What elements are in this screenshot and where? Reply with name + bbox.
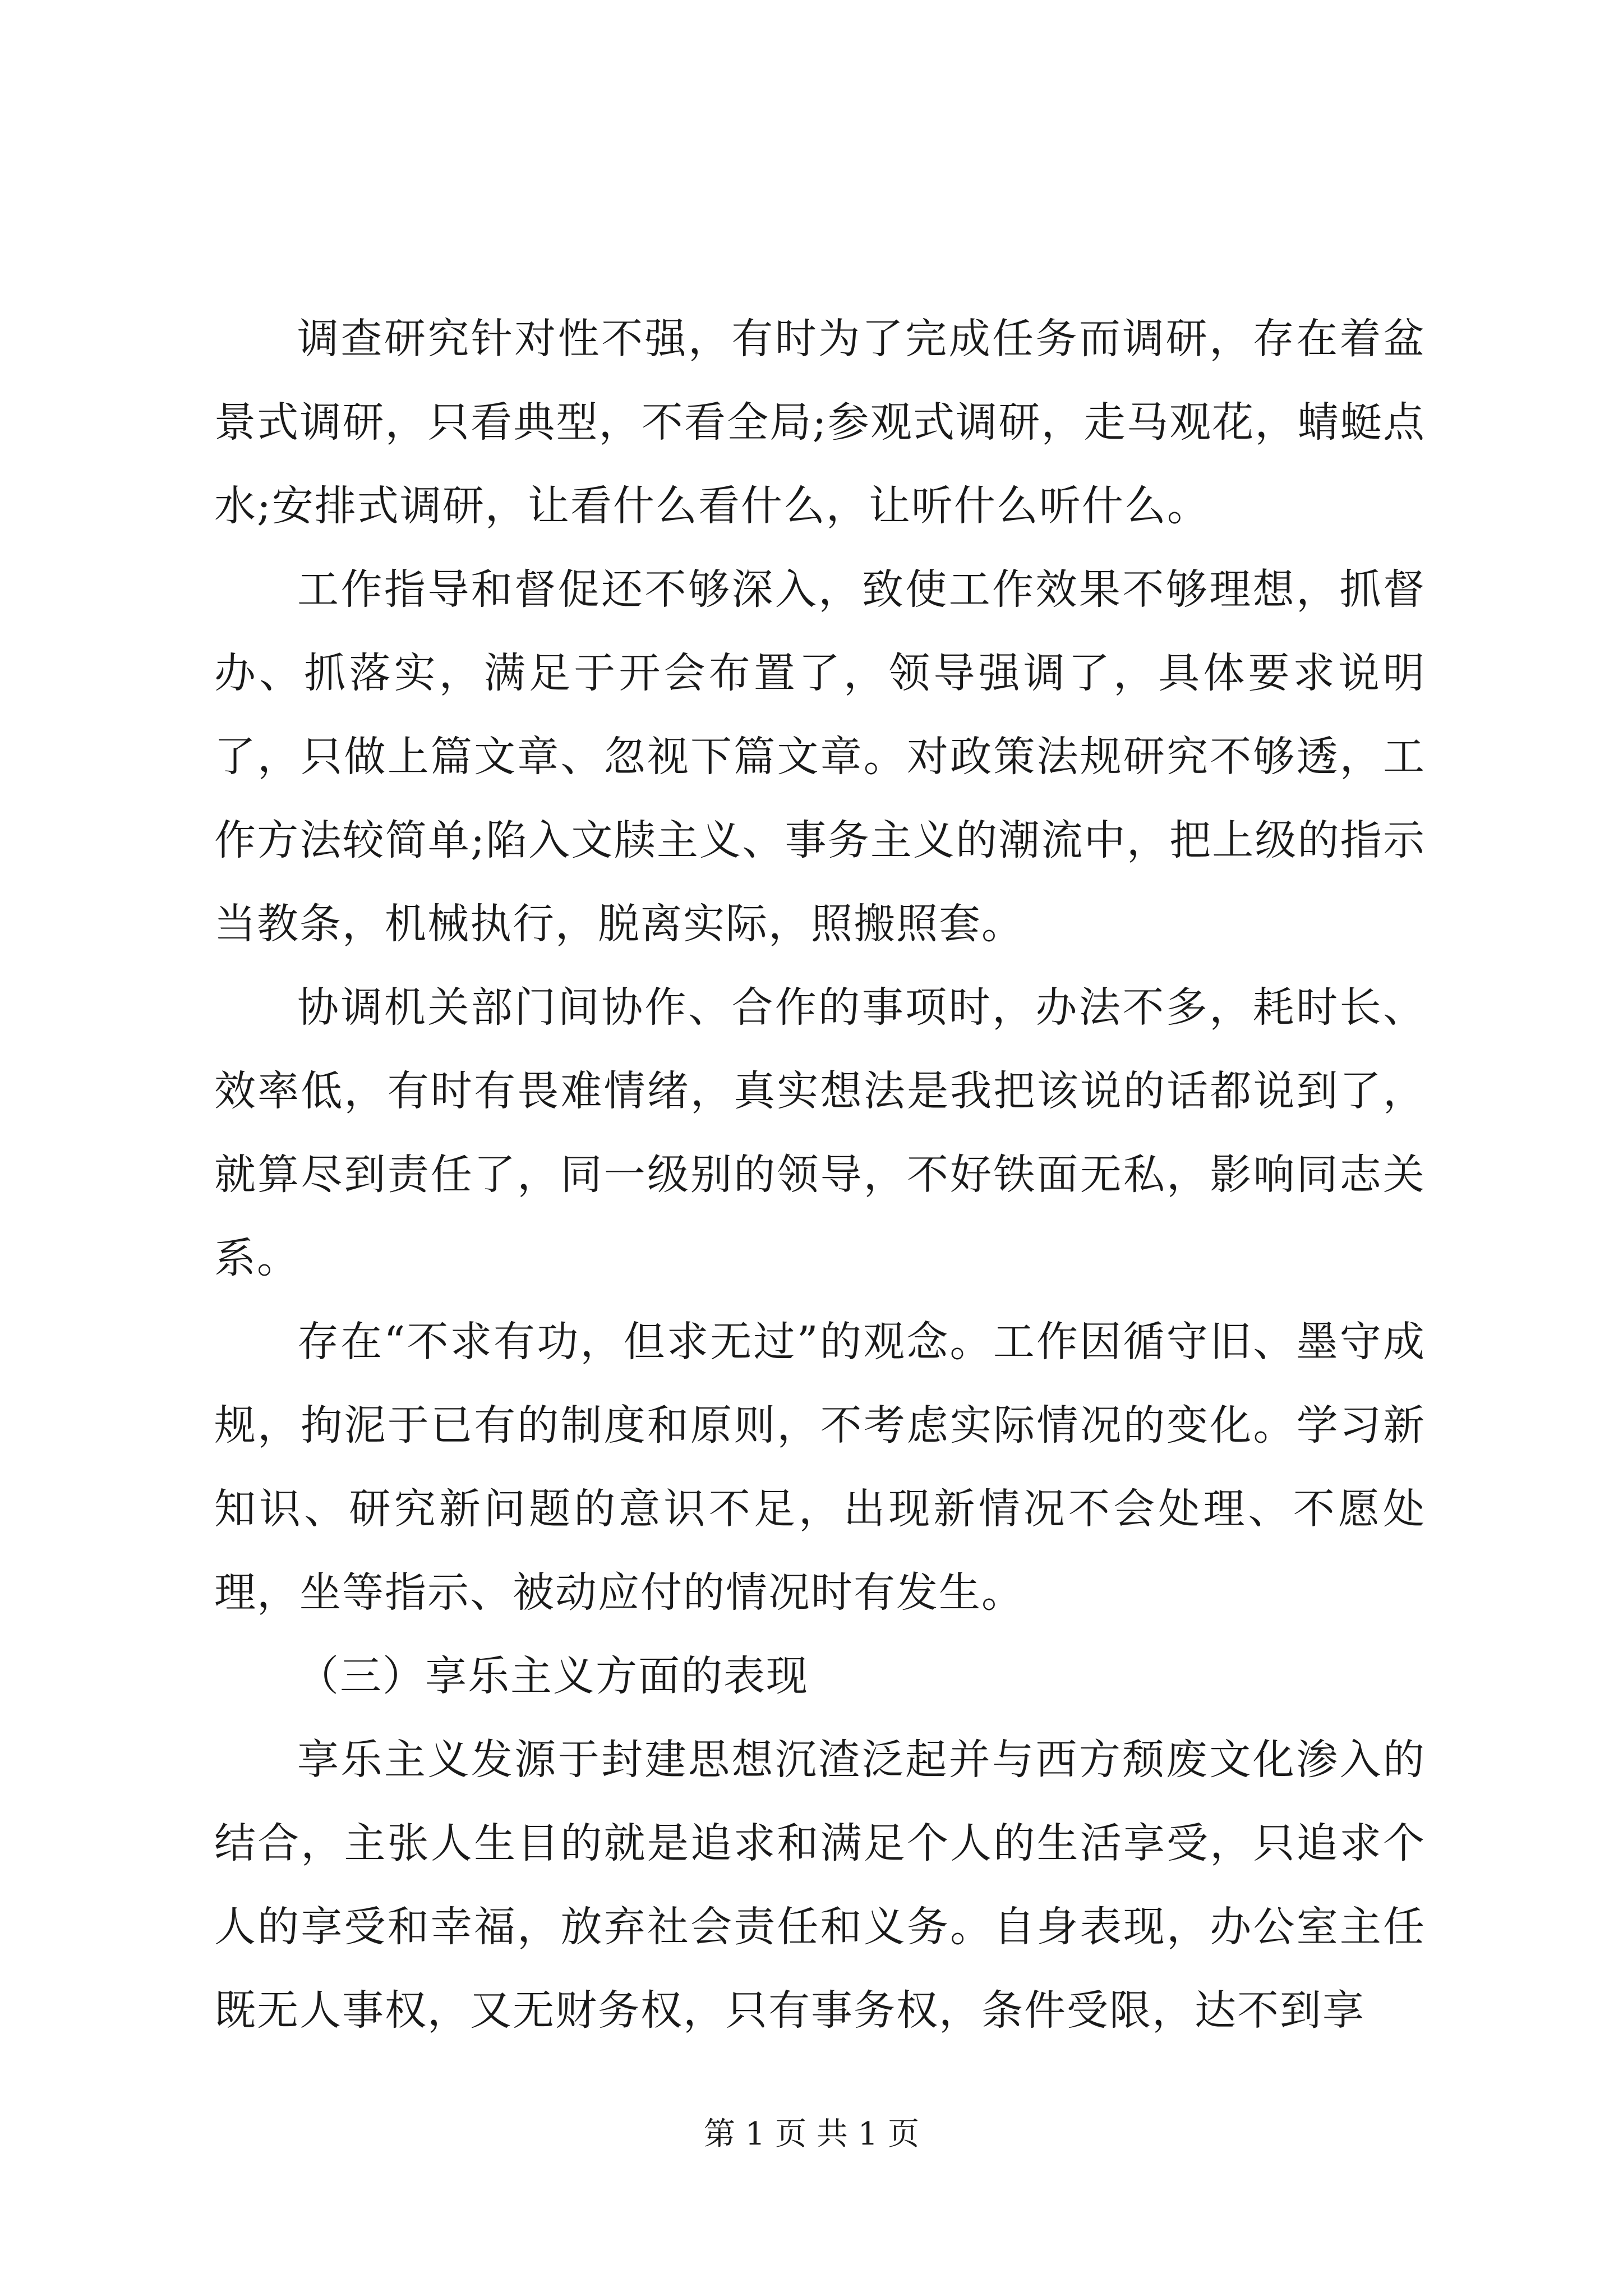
- paragraph-coordination: 协调机关部门间协作、合作的事项时，办法不多，耗时长、效率低，有时有畏难情绪，真实想法是我把该说的话都说到了，就算尽到责任了，同一级别的领导，不好铁面无私，影响同志关系。: [214, 983, 1426, 1282]
- page-footer: 第 1 页 共 1 页: [703, 2116, 920, 2152]
- paragraph-attitude: 存在“不求有功，但求无过”的观念。工作因循守旧、墨守成规，拘泥于已有的制度和原则，不考虑实际情况的变化。学习新知识、研究新问题的意识不足，出现新情况不会处理、不愿处理，坐等指示、被动应付的情况时有发生。: [214, 1318, 1426, 1617]
- paragraph-research: 调查研究针对性不强，有时为了完成任务而调研，存在着盆景式调研，只看典型，不看全局;参观式调研，走马观花，蜻蜓点水;安排式调研，让看什么看什么，让听什么听什么。: [214, 315, 1426, 530]
- paragraph-hedonism: 享乐主义发源于封建思想沉渣泛起并与西方颓废文化渗入的结合，主张人生目的就是追求和满足个人的生活享受，只追求个人的享受和幸福，放弃社会责任和义务。自身表现，办公室主任既无人事权，又无财务权，只有事务权，条件受限，达不到享: [214, 1736, 1426, 2035]
- section-heading: （三）享乐主义方面的表现: [297, 1652, 809, 1700]
- paragraph-guidance: 工作指导和督促还不够深入，致使工作效果不够理想，抓督办、抓落实，满足于开会布置了，领导强调了，具体要求说明了，只做上篇文章、忽视下篇文章。对政策法规研究不够透，工作方法较简单;陷入文牍主义、事务主义的潮流中，把上级的指示当教条，机械执行，脱离实际，照搬照套。: [214, 565, 1426, 948]
- document-body: [214, 297, 1426, 2053]
